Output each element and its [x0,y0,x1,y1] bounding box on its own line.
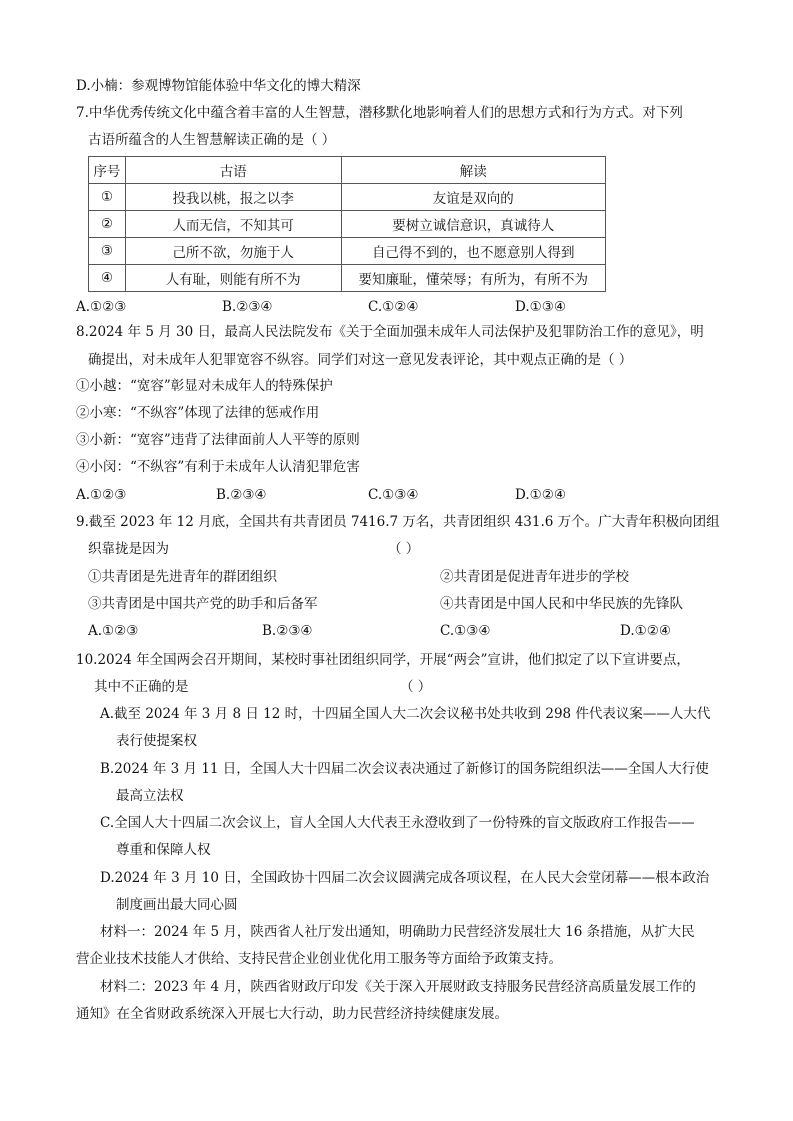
q9-item-2: ②共青团是促进青年进步的学校 [440,569,629,585]
material-1-line-1: 材料一：2024 年 5 月，陕西省人社厅发出通知，明确助力民营经济发展壮大 16 条措施，从扩大民 [100,924,695,940]
q10-option-b-line-2: 最高立法权 [116,788,184,804]
q10-answer-blank: （ ） [400,679,432,695]
q10-option-d-line-2: 制度画出最大同心圆 [116,897,238,913]
table-cell: ① [89,184,126,211]
q9-stem-line-1: 9.截至 2023 年 12 月底，全国共有共青团员 7416.7 万名，共青团组织 431.6 万个。广大青年积极向团组 [76,514,720,530]
q8-stem-line-1: 8.2024 年 5 月 30 日，最高人民法院发布《关于全面加强未成年人司法保护及犯罪防治工作的意见》，明 [76,324,704,340]
table-header-row [89,157,606,184]
q9-items-row-2 [0,595,793,613]
q10-option-a-line-1: A.截至 2024 年 3 月 8 日 12 时，十四届全国人大二次会议秘书处共收到 298 件代表议案——人大代 [100,706,711,722]
q10-option-c-line-2: 尊重和保障人权 [116,842,211,858]
q9-stem-line-2: 织靠拢是因为 [88,541,169,557]
table-cell: ② [89,211,126,238]
q7-stem-line-2: 古语所蕴含的人生智慧解读正确的是（ ） [88,132,336,148]
q9-option-d: D.①②④ [620,623,671,639]
q9-items-row-1 [0,568,793,586]
table-row [89,238,606,265]
table-header-cell: 解读 [341,157,605,184]
table-header-cell: 序号 [89,157,126,184]
q8-option-c: C.①③④ [368,487,419,503]
q8-item-1: ①小越：“宽容”彰显对未成年人的特殊保护 [76,378,333,394]
q8-item-4: ④小闵：“不纵容”有利于未成年人认清犯罪危害 [76,459,360,475]
table-row [89,211,606,238]
table-row [89,265,606,292]
table-row [89,184,606,211]
q7-table [88,156,606,292]
q10-option-c-line-1: C.全国人大十四届二次会议上，盲人全国人大代表王永澄收到了一份特殊的盲文版政府工作报告—— [100,815,695,831]
table-cell: ③ [89,238,126,265]
q10-option-b-line-1: B.2024 年 3 月 11 日，全国人大十四届二次会议表决通过了新修订的国务院组织法——全国人大行使 [100,761,709,777]
q9-options [0,622,793,640]
q10-option-d-line-1: D.2024 年 3 月 10 日，全国政协十四届二次会议圆满完成各项议程，在人民大会堂闭幕——根本政治 [100,870,710,886]
q9-answer-blank: （ ） [388,541,420,557]
material-1-line-2: 营企业技术技能人才供给、支持民营企业创业优化用工服务等方面给予政策支持。 [76,951,562,967]
q7-option-b: B.②③④ [222,299,273,315]
q7-option-d: D.①③④ [515,299,566,315]
material-2-line-1: 材料二：2023 年 4 月，陕西省财政厅印发《关于深入开展财政支持服务民营经济高质量发展工作的 [100,979,696,995]
table-cell: ④ [89,265,126,292]
q10-stem-line-2: 其中不正确的是 [94,679,189,695]
q7-stem-line-1: 7.中华优秀传统文化中蕴含着丰富的人生智慧，潜移默化地影响着人们的思想方式和行为方式。对下列 [76,105,683,121]
table-cell: 要知廉耻，懂荣辱；有所为，有所不为 [341,265,605,292]
q10-option-a-line-2: 表行使提案权 [116,733,197,749]
table-cell: 自己得不到的，也不愿意别人得到 [341,238,605,265]
q10-stem-line-1: 10.2024 年全国两会召开期间，某校时事社团组织同学，开展“两会”宣讲，他们拟定了以下宣讲要点， [76,652,690,668]
q8-item-3: ③小新：“宽容”违背了法律面前人人平等的原则 [76,432,360,448]
q7-option-a: A.①②③ [76,299,127,315]
table-cell: 人有耻，则能有所不为 [125,265,341,292]
q8-stem-line-2: 确提出，对未成年人犯罪宽容不纵容。同学们对这一意见发表评论，其中观点正确的是（ ） [88,352,633,368]
prev-question-option-d: D.小楠：参观博物馆能体验中华文化的博大精深 [76,78,361,94]
q9-item-1: ①共青团是先进青年的群团组织 [88,569,277,585]
q9-option-b: B.②③④ [262,623,313,639]
material-2-line-2: 通知》在全省财政系统深入开展七大行动，助力民营经济持续健康发展。 [76,1006,508,1022]
q9-item-4: ④共青团是中国人民和中华民族的先锋队 [440,596,683,612]
q8-option-d: D.①②④ [515,487,566,503]
q9-option-a: A.①②③ [88,623,139,639]
table-cell: 己所不欲，勿施于人 [125,238,341,265]
table-cell: 友谊是双向的 [341,184,605,211]
q7-option-c: C.①②④ [368,299,419,315]
table-cell: 人而无信，不知其可 [125,211,341,238]
q9-option-c: C.①③④ [440,623,491,639]
q8-options [0,486,793,504]
q9-item-3: ③共青团是中国共产党的助手和后备军 [88,596,318,612]
q8-item-2: ②小寒：“不纵容”体现了法律的惩戒作用 [76,405,320,421]
table-header-cell: 古语 [125,157,341,184]
table-cell: 要树立诚信意识，真诚待人 [341,211,605,238]
q8-option-b: B.②③④ [216,487,267,503]
q8-option-a: A.①②③ [76,487,127,503]
q7-options [0,298,793,316]
table-cell: 投我以桃，报之以李 [125,184,341,211]
